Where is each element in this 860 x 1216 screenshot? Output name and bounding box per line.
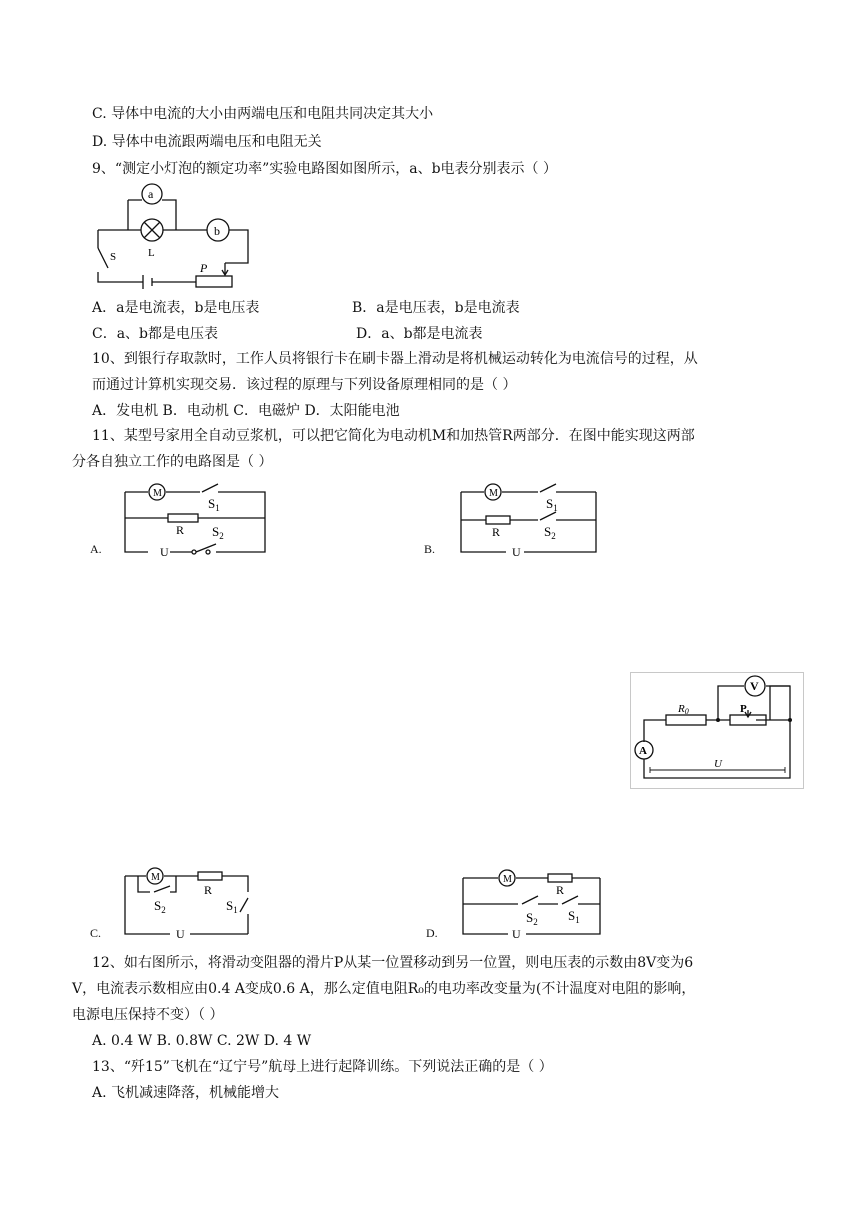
q11b-s2: $S_2$ [544,524,556,541]
q12-options: A. 0.4 W B. 0.8W C. 2W D. 4 W [92,1033,312,1049]
q9-lamp-label: L [148,247,155,259]
q11d-resistor-symbol: R [556,883,565,897]
q10-options: A．发电机 B．电动机 C．电磁炉 D．太阳能电池 [92,403,400,419]
q11-option-b-label: B. [424,542,436,556]
q9-meter-b-label: b [214,224,220,238]
q11-option-d-label: D. [426,926,438,940]
q11-stem-line1: 11、某型号家用全自动豆浆机，可以把它简化为电动机M和加热管R两部分．在图中能实现这两部 [92,428,695,444]
q11-circuit-c [120,864,270,944]
q12-slider-symbol: P [740,703,747,715]
q13-stem: 13、“歼15”飞机在“辽宁号”航母上进行起降训练。下列说法正确的是（ ） [92,1059,553,1075]
q11b-motor-symbol: M [489,488,498,499]
q11c-s2: $S_2$ [154,898,166,915]
q11-stem-line2: 分各自独立工作的电路图是（ ） [72,454,273,470]
q11-circuit-a [120,480,270,560]
q13-option-a: A. 飞机减速降落，机械能增大 [92,1085,280,1101]
q12-circuit-diagram [630,672,805,790]
q9-meter-a-label: a [148,187,154,201]
q9-option-d: D．a、b都是电流表 [356,326,483,342]
q11b-source-symbol: U [512,545,521,559]
q11d-s1: $S_1$ [568,908,580,925]
q11c-resistor-symbol: R [204,883,213,897]
q11a-motor-symbol: M [153,488,162,499]
q11c-source-symbol: U [176,927,185,941]
q11c-motor-symbol: M [151,872,160,883]
q11a-s1: $S_1$ [208,496,220,513]
q9-circuit-diagram [88,180,258,295]
q11-circuit-b [456,480,606,560]
q11-circuit-d [458,864,608,944]
q12-voltmeter-symbol: V [750,679,759,693]
q12-stem-line3: 电源电压保持不变）（ ） [72,1007,224,1023]
q9-switch-label: S [110,251,117,263]
q9-slider-label: P [200,261,208,275]
q9-option-c: C．a、b都是电压表 [92,326,219,342]
q11-option-a-label: A. [90,542,102,556]
q12-source-symbol: U [714,758,722,770]
q11d-source-symbol: U [512,927,521,941]
q9-option-a: A．a是电流表，b是电压表 [92,300,260,316]
q11a-resistor-symbol: R [176,523,185,537]
q9-option-b: B．a是电压表，b是电流表 [352,300,520,316]
q11b-resistor-symbol: R [492,525,501,539]
q8-option-c: C. 导体中电流的大小由两端电压和电阻共同决定其大小 [92,106,434,122]
q12-stem-line2: V，电流表示数相应由0.4 A变成0.6 A，那么定值电阻R₀的电功率改变量为(不计温度对电阻的影响， [72,981,696,997]
q11b-s1: $S_1$ [546,496,558,513]
q9-stem: 9、“测定小灯泡的额定功率”实验电路图如图所示，a、b电表分别表示（ ） [92,161,557,177]
q11d-s2: $S_2$ [526,910,538,927]
q12-r0-symbol: R0 [678,703,689,716]
q11c-s1: $S_1$ [226,898,238,915]
q11a-source-symbol: U [160,545,169,559]
q12-ammeter-symbol: A [639,745,647,757]
q11d-motor-symbol: M [503,874,512,885]
q11a-s2: $S_2$ [212,524,224,541]
q10-stem-line2: 而通过计算机实现交易．该过程的原理与下列设备原理相同的是（ ） [92,377,517,393]
q10-stem-line1: 10、到银行存取款时，工作人员将银行卡在刷卡器上滑动是将机械运动转化为电流信号的过程，从 [92,351,698,367]
q8-option-d: D. 导体中电流跟两端电压和电阻无关 [92,134,322,150]
q11-option-c-label: C. [90,926,102,940]
q12-stem-line1: 12、如右图所示，将滑动变阻器的滑片P从某一位置移动到另一位置，则电压表的示数由8V变为6 [92,955,694,971]
